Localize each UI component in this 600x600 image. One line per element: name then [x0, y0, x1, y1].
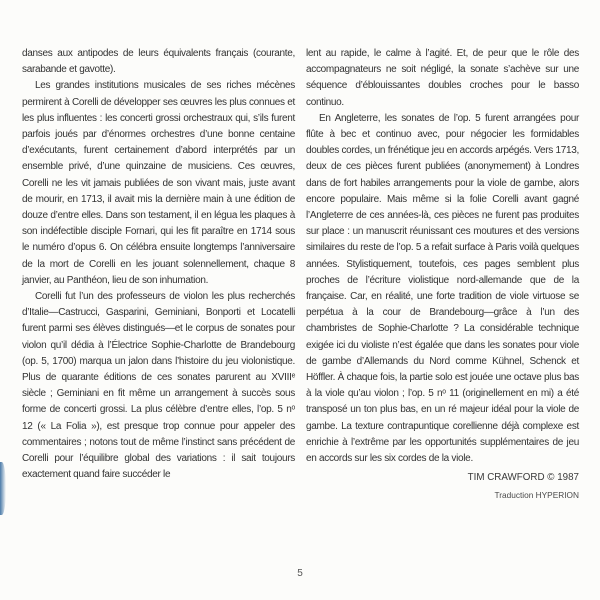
text-column-left: [22, 46, 295, 483]
page-number: 5: [297, 568, 303, 579]
paragraph: Les grandes institutions musicales de ses riches mécènes permirent à Corelli de développer ses œuvres les plus connues et les plus influentes : les concerti grossi orchestraux qui, s’ils furent parfois joués par d’énormes orchestres d’une bonne centaine d’exécutants, furent certainement d’abord interprétés par un ensemble privé, d’une quinzaine de musiciens. Ces œuvres, Corelli ne les vit jamais publiées de son vivant mais, juste avant de mourir, en 1713, il avait mis la dernière main à une édition de douze d’entre elles. Dans son testament, il en légua les plaques à son indéfectible disciple Fornari, qui les fit paraître en 1714 sous le numéro d’opus 6. On célébra ensuite longtemps l’anniversaire de la mort de Corelli en les jouant solennellement, chaque 8 janvier, au Panthéon, lieu de son inhumation.: [22, 80, 295, 286]
paragraph: danses aux antipodes de leurs équivalents français (courante, sarabande et gavotte).: [22, 48, 295, 76]
translation-credit: Traduction HYPERION: [494, 490, 579, 501]
paragraph: En Angleterre, les sonates de l’op. 5 furent arrangées pour flûte à bec et continuo avec, pour négocier les formidables doubles cordes, un frénétique jeu en accords arpégés. Vers 1713, deux de ces pièces furent publiées (anonymement) à Londres dans de fort habiles arrangements pour la viole de gambe, alors encore populaire. Mais même si la folie Corelli avant gagné l’Angleterre de ces années-là, ces pièces ne furent pas produites sur place : un manuscrit réunissant ces moutures et des versions similaires du reste de l’op. 5 a refait surface à Paris voilà quelques années. Stylistiquement, toutefois, ces pages semblent plus proches de l’écriture violistique nord-allemande que de la française. Car, en réalité, une forte tradition de viole virtuose se perpétua à la cour de Brandebourg—grâce à l’un des chambristes de Sophie-Charlotte ? La considérable technique exigée ici du violiste n’est égalée que dans les sonates pour viole de gambe d’Allemands du Nord comme Kühnel, Schenck et Höffler. À chaque fois, la partie solo est jouée une octave plus bas à la viole qu’au violon ; l’op. 5 nᵒ 11 (originellement en mi) a été transposé un ton plus bas, en un ré majeur idéal pour la viole de gambe. La texture contrapuntique corellienne déjà complexe est enrichie à l’extrême par les opportunités supplémentaires de jeu en accords sur les six cordes de la viole.: [306, 112, 579, 465]
paragraph: Corelli fut l’un des professeurs de violon les plus recherchés d’Italie—Castrucci, Gasparini, Geminiani, Bonporti et Locatelli furent parmi ses élèves distingués—et le corpus de sonates pour violon qu’il dédia à l’Électrice Sophie-Charlotte de Brandebourg (op. 5, 1700) marqua un jalon dans l’histoire du jeu violonistique. Plus de quarante éditions de ces sonates parurent au XVIIIᵉ siècle ; Geminiani en fit même un arrangement à succès sous forme de concerti grossi. La plus célèbre d’entre elles, l’op. 5 nᵒ 12 (« La Folia »), est presque trop connue pour appeler des commentaires ; notons tout de même l’instinct sans précédent de Corelli pour l’équilibre global des variations : il sait toujours exactement quand faire succéder le: [22, 291, 295, 481]
music-excerpt: [0, 478, 600, 578]
text-column-right: [306, 46, 579, 504]
author-credit: TIM CRAWFORD © 1987: [467, 472, 579, 484]
paragraph: lent au rapide, le calme à l’agité. Et, de peur que le rôle des accompagnateurs ne soit négligé, la sonate s’achève sur une séquence d’éblouissantes doubles croches pour le basso continuo.: [306, 48, 579, 108]
